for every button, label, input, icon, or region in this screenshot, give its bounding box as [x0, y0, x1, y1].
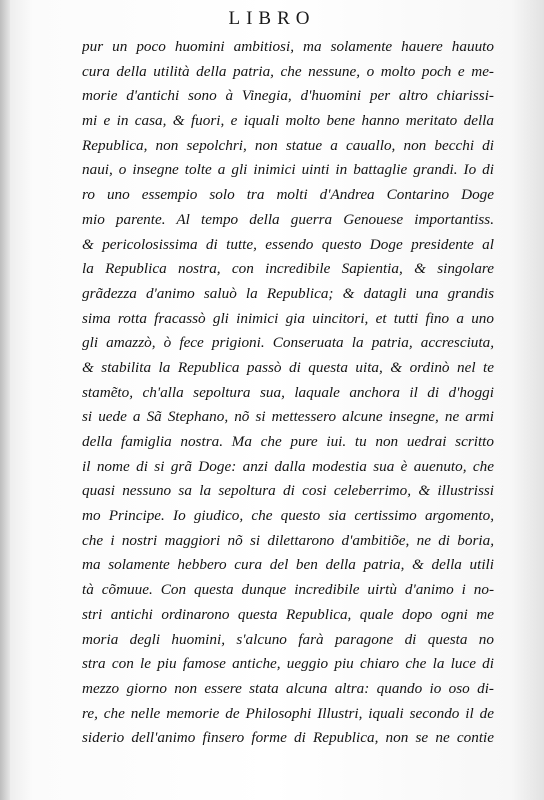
text-block [82, 35, 494, 751]
text-line: mio parente. Al tempo della guerra Genouese importantiss. [82, 210, 494, 228]
text-line: Republica, non sepolchri, non statue a cauallo, non becchi di [82, 136, 494, 154]
text-line: pur un poco huomini ambitiosi, ma solamente hauere hauuto [82, 38, 494, 55]
text-line: si uede a Sã Stephano, nõ si mettessero alcune insegne, ne armi [82, 408, 494, 426]
text-line: il nome di si grã Doge: anzi dalla modestia sua è auenuto, che [82, 457, 494, 475]
text-line: grãdezza d'animo saluò la Republica; & datagli una grandis [82, 284, 494, 302]
text-line: stamẽto, ch'alla sepoltura sua, laquale anchora il di d'hoggi [82, 383, 494, 401]
page-gutter-shadow [0, 0, 10, 800]
text-line: naui, o insegne tolte a gli inimici uinti in battaglie grandi. Io di [82, 161, 494, 179]
text-line: ro uno essempio solo tra molti d'Andrea Contarino Doge [82, 186, 494, 204]
text-line: che i nostri maggiori nõ si dilettarono d'ambitiõe, ne di boria, [82, 531, 494, 549]
text-line: mi e in casa, & fuori, e iquali molto bene hanno meritato della [82, 112, 494, 130]
text-line: gli amazzò, ò fece prigioni. Conseruata la patria, accresciuta, [82, 334, 494, 352]
text-line: stra con le piu famose antiche, ueggio piu chiaro che la luce di [82, 655, 494, 673]
text-line: re, che nelle memorie de Philosophi Illustri, iquali secondo il de [82, 704, 494, 722]
text-line: ma solamente hebbero cura del ben della patria, & della utili [82, 556, 494, 574]
text-line: tà cõmuue. Con questa dunque incredibile uirtù d'animo i no- [82, 581, 494, 599]
text-line: moria degli huomini, s'alcuno farà paragone di questa no [82, 630, 494, 648]
text-line: della famiglia nostra. Ma che pure iui. tu non uedrai scritto [82, 433, 494, 450]
text-line: mo Principe. Io giudico, che questo sia certissimo argomento, [82, 507, 494, 525]
text-line: stri antichi ordinarono questa Republica, quale dopo ogni me [82, 605, 494, 623]
text-line: quasi nessuno sa la sepoltura di cosi celeberrimo, & illustrissi [82, 482, 494, 500]
text-line: mezzo giorno non essere stata alcuna altra: quando io oso di- [82, 679, 494, 697]
text-line: & stabilita la Republica passò di questa uita, & ordinò nel te [82, 358, 494, 376]
text-line: & pericolosissima di tutte, essendo questo Doge presidente al [82, 235, 494, 253]
text-line: cura della utilità della patria, che nessune, o molto poch e me- [82, 62, 494, 80]
text-line: sima rotta fracassò gli inimici gia uincitori, et tutti fino a uno [82, 309, 494, 327]
text-line: la Republica nostra, con incredibile Sapientia, & singolare [82, 260, 494, 278]
text-line: siderio dell'animo finsero forme di Republica, non se ne contie [82, 729, 494, 747]
running-head: LIBRO [228, 8, 316, 29]
text-line: morie d'antichi sono à Vinegia, d'huomini per altro chiarissi- [82, 87, 494, 105]
